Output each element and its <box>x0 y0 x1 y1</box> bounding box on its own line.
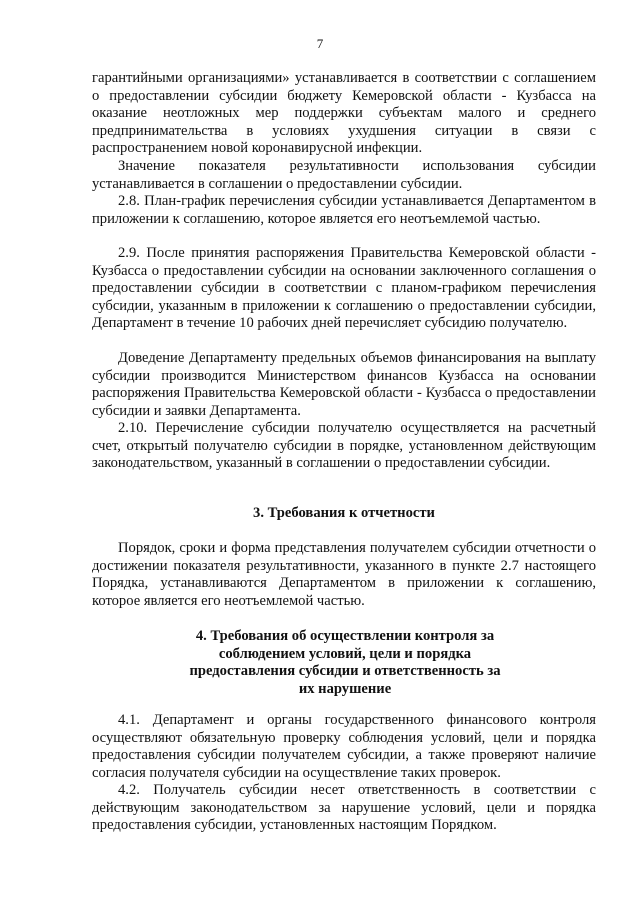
paragraph-funding-limits: Доведение Департаменту предельных объемов финансирования на выплату субсидии производится Министерством финансов Кузбасса на основании распоряжения Правительства Кемеровской области - Кузбасса о предоставлении субсидии и заявки Департамента. <box>92 350 596 419</box>
paragraph-2-9: 2.9. После принятия распоряжения Правительства Кемеровской области - Кузбасса о предоставлении субсидии на основании заключенного соглашения о предоставлении субсидии в соответствии с планом-графиком перечисления субсидии, указанным в приложении к соглашению о предоставлении субсидии, Департамент в течение 10 рабочих дней перечисляет субсидию получателю. <box>92 245 596 332</box>
paragraph-indicator-value: Значение показателя результативности использования субсидии устанавливается в соглашении о предоставлении субсидии. <box>92 158 596 192</box>
page-number: 7 <box>316 36 324 51</box>
section-3-heading: 3. Требования к отчетности <box>253 505 435 521</box>
paragraph-4-1: 4.1. Департамент и органы государственного финансового контроля осуществляют обязательную проверку соблюдения условий, цели и порядка предоставления субсидии получателем субсидии, а также проверяют наличие согласия получателя субсидии на осуществление таких проверок. <box>92 712 596 781</box>
paragraph-2-10: 2.10. Перечисление субсидии получателю осуществляется на расчетный счет, открытый получателю субсидии в порядке, установленном действующим законодательством, указанный в соглашении о предоставлении субсидии. <box>92 420 596 472</box>
paragraph-4-2: 4.2. Получатель субсидии несет ответственность в соответствии с действующим законодательством за нарушение условий, цели и порядка предоставления субсидии, установленных настоящим Порядком. <box>92 782 596 834</box>
paragraph-reporting: Порядок, сроки и форма представления получателем субсидии отчетности о достижении показателя результативности, указанного в пункте 2.7 настоящего Порядка, устанавливаются Департаментом в приложении к соглашению, которое является его неотъемлемой частью. <box>92 540 596 609</box>
paragraph-guarantee-org: гарантийными организациями» устанавливается в соответствии с соглашением о предоставлении субсидии бюджету Кемеровской области - Кузбасса на оказание неотложных мер поддержки субъектам малого и среднего предпринимательства в условиях ухудшения ситуации в связи с распространением новой коронавирусной инфекции. <box>92 70 596 157</box>
paragraph-2-8: 2.8. План-график перечисления субсидии устанавливается Департаментом в приложении к соглашению, которое является его неотъемлемой частью. <box>92 193 596 227</box>
section-4-heading: 4. Требования об осуществлении контроля за соблюдением условий, цели и порядка предоставления субсидии и ответственность за их нарушение <box>189 628 501 697</box>
